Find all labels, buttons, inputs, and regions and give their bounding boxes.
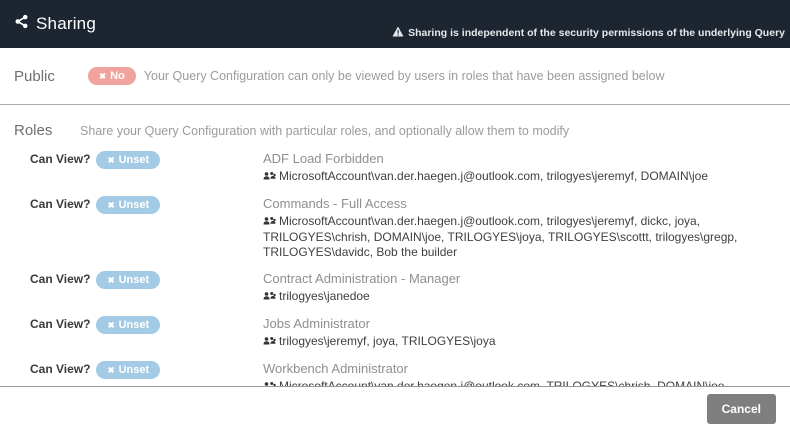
can-view-unset-badge[interactable] — [96, 316, 160, 334]
role-name: Jobs Administrator — [263, 316, 370, 331]
header-title-wrap — [14, 14, 96, 34]
header-warning — [392, 26, 785, 48]
role-row-controls — [0, 196, 263, 260]
role-row — [0, 271, 790, 305]
role-users-text: MicrosoftAccount\van.der.haegen.j@outlook.com, trilogyes\jeremyf, DOMAIN\joe — [279, 169, 709, 183]
x-icon: ✖ — [107, 275, 115, 285]
public-description: Your Query Configuration can only be viewed by users in roles that have been assigned below — [143, 69, 665, 83]
users-icon — [263, 335, 276, 349]
role-name: Contract Administration - Manager — [263, 271, 461, 286]
role-users — [263, 169, 772, 185]
role-users — [263, 334, 772, 350]
role-users-text: trilogyes\janedoe — [279, 289, 370, 303]
public-section — [0, 48, 790, 105]
can-view-unset-badge[interactable] — [96, 271, 160, 289]
role-users-text: trilogyes\jeremyf, joya, TRILOGYES\joya — [279, 334, 496, 348]
unset-badge-label: Unset — [118, 199, 150, 211]
unset-badge-label: Unset — [118, 364, 150, 376]
can-view-unset-badge[interactable] — [96, 196, 160, 214]
can-view-label: Can View? — [30, 197, 91, 211]
roles-description: Share your Query Configuration with particular roles, and optionally allow them to modify — [80, 123, 570, 138]
role-users-text: MicrosoftAccount\van.der.haegen.j@outlook.com, trilogyes\jeremyf, dickc, joya, TRILOGYES\chrish, DOMAIN\joe, TRILOGYES\joya, TRILOGYES\scottt, trilogyes\gregp, TRILOGYES\davidc, Bob the builder — [263, 214, 738, 259]
role-info — [263, 316, 790, 350]
role-users — [263, 214, 772, 260]
public-label: Public — [14, 67, 55, 85]
can-view-label: Can View? — [30, 317, 91, 331]
role-row — [0, 151, 790, 185]
can-view-unset-badge[interactable] — [96, 361, 160, 379]
can-view-label: Can View? — [30, 152, 91, 166]
share-icon — [14, 14, 29, 34]
role-info — [263, 196, 790, 260]
roles-label: Roles — [14, 122, 53, 139]
dialog-footer — [0, 386, 790, 431]
x-icon: ✖ — [107, 155, 115, 165]
role-name: Commands - Full Access — [263, 196, 407, 211]
public-no-badge[interactable] — [88, 67, 136, 85]
can-view-unset-badge[interactable] — [96, 151, 160, 169]
dialog-header — [0, 0, 790, 48]
unset-badge-label: Unset — [118, 154, 150, 166]
role-info — [263, 151, 790, 185]
unset-badge-label: Unset — [118, 274, 150, 286]
x-icon: ✖ — [107, 200, 115, 210]
roles-list — [0, 151, 790, 410]
x-icon: ✖ — [107, 365, 115, 375]
role-info — [263, 271, 790, 305]
users-icon — [263, 170, 276, 184]
role-row-controls — [0, 151, 263, 185]
role-name: ADF Load Forbidden — [263, 151, 384, 166]
role-row-controls — [0, 316, 263, 350]
can-view-label: Can View? — [30, 362, 91, 376]
cancel-button[interactable]: Cancel — [707, 394, 776, 424]
role-users — [263, 289, 772, 305]
role-row — [0, 316, 790, 350]
x-icon: ✖ — [107, 320, 115, 330]
header-warning-text: Sharing is independent of the security permissions of the underlying Query — [408, 27, 785, 39]
roles-header — [0, 105, 790, 149]
role-row — [0, 196, 790, 260]
users-icon — [263, 290, 276, 304]
users-icon — [263, 215, 276, 229]
role-row-controls — [0, 271, 263, 305]
public-badge-label: No — [110, 70, 125, 82]
warning-triangle-icon — [392, 26, 404, 40]
unset-badge-label: Unset — [118, 319, 150, 331]
x-icon: ✖ — [99, 71, 107, 81]
can-view-label: Can View? — [30, 272, 91, 286]
role-name: Workbench Administrator — [263, 361, 408, 376]
dialog-title: Sharing — [36, 14, 96, 33]
